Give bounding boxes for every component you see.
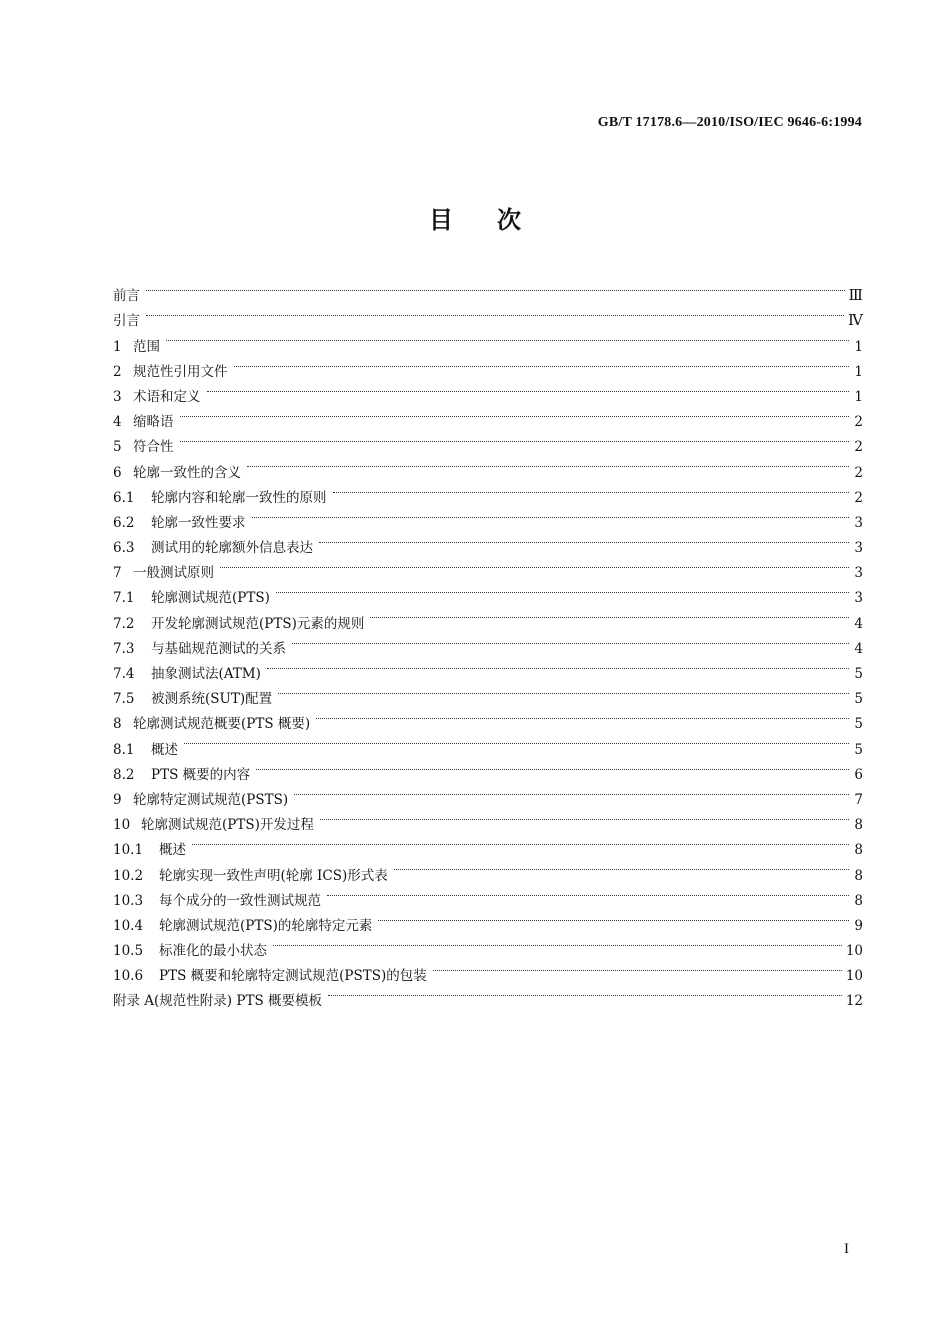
toc-leader-dots: [220, 552, 849, 577]
toc-entry-number: 6.2: [113, 514, 135, 531]
toc-entry[interactable]: [113, 426, 863, 456]
page-number: I: [844, 1241, 849, 1257]
toc-entry-page: 8: [854, 842, 863, 859]
toc-entry-label: 引言: [113, 313, 140, 330]
toc-entry-label: 轮廓测试规范(PTS)的轮廓特定元素: [159, 917, 373, 934]
toc-entry-number: 6.1: [113, 489, 135, 506]
toc-entry-label: 缩略语: [133, 414, 174, 431]
toc-entry-page: 3: [854, 540, 863, 557]
toc-entry-page: 5: [854, 716, 863, 733]
toc-entry-page: 8: [854, 817, 863, 834]
toc-entry-label: 术语和定义: [133, 388, 201, 405]
toc-entry-label: 一般测试原则: [133, 565, 214, 582]
toc-entry[interactable]: [113, 325, 863, 355]
toc-entry-page: Ⅲ: [848, 288, 863, 305]
toc-entry-number: 6.3: [113, 540, 135, 557]
toc-entry-label: 附录 A(规范性附录) PTS 概要模板: [113, 993, 322, 1010]
toc-entry-page: 5: [854, 666, 863, 682]
toc-entry-page: 3: [854, 590, 863, 607]
toc-entry-number: 1: [113, 338, 122, 355]
toc-entry-label: 前言: [113, 288, 140, 305]
table-of-contents: [113, 275, 863, 1010]
toc-entry-number: 10.5: [113, 943, 144, 960]
toc-entry-page: 4: [854, 615, 863, 632]
toc-leader-dots: [146, 275, 845, 300]
toc-entry-label: 符合性: [133, 439, 174, 456]
toc-leader-dots: [252, 502, 850, 527]
toc-entry-page: 1: [854, 363, 863, 380]
toc-entry[interactable]: [113, 854, 863, 884]
toc-leader-dots: [207, 376, 850, 401]
toc-entry-number: 7.2: [113, 615, 135, 632]
toc-entry-page: 1: [854, 338, 863, 355]
toc-entry-label: 范围: [133, 338, 160, 355]
toc-leader-dots: [192, 829, 849, 854]
toc-entry-number: 10.2: [113, 867, 144, 884]
toc-entry-label: 标准化的最小状态: [159, 943, 267, 960]
toc-leader-dots: [247, 451, 849, 476]
toc-leader-dots: [276, 577, 849, 602]
toc-entry-page: 10: [845, 968, 863, 985]
toc-leader-dots: [319, 527, 849, 552]
toc-leader-dots: [294, 779, 849, 804]
toc-entry-label: 轮廓一致性的含义: [133, 464, 241, 481]
toc-entry-label: 概述: [159, 842, 186, 859]
toc-entry-number: 5: [113, 439, 122, 456]
toc-leader-dots: [316, 703, 849, 728]
toc-leader-dots: [234, 351, 850, 376]
toc-entry[interactable]: [113, 451, 863, 481]
toc-entry-label: 轮廓测试规范(PTS)开发过程: [141, 817, 314, 834]
toc-leader-dots: [394, 854, 849, 879]
toc-entry[interactable]: [113, 552, 863, 582]
toc-entry-page: 12: [845, 993, 863, 1010]
toc-entry-page: 10: [845, 943, 863, 960]
toc-leader-dots: [256, 754, 849, 779]
toc-entry-label: 每个成分的一致性测试规范: [159, 892, 321, 909]
toc-entry-label: PTS 概要和轮廓特定测试规范(PSTS)的包装: [159, 968, 427, 985]
toc-entry-page: 6: [854, 766, 863, 783]
toc-entry[interactable]: [113, 728, 863, 758]
toc-entry-label: 轮廓测试规范(PTS): [151, 590, 270, 607]
toc-leader-dots: [267, 653, 849, 678]
toc-entry[interactable]: [113, 754, 863, 783]
toc-entry[interactable]: [113, 300, 863, 330]
toc-entry-number: 7.5: [113, 691, 135, 708]
toc-entry[interactable]: [113, 401, 863, 431]
toc-leader-dots: [333, 477, 850, 502]
toc-entry-number: 10.1: [113, 842, 144, 859]
toc-leader-dots: [433, 955, 842, 980]
toc-leader-dots: [378, 905, 849, 930]
toc-entry[interactable]: [113, 376, 863, 405]
toc-entry[interactable]: [113, 275, 863, 305]
toc-entry-number: 10: [113, 817, 131, 834]
toc-entry-page: 7: [854, 791, 863, 808]
toc-title: 目次: [429, 206, 565, 234]
toc-entry-page: 1: [854, 388, 863, 405]
toc-leader-dots: [180, 401, 850, 426]
toc-entry-label: 与基础规范测试的关系: [151, 640, 286, 657]
toc-entry-page: 5: [854, 691, 863, 708]
toc-entry-label: 轮廓一致性要求: [151, 514, 246, 531]
toc-entry-label: 被测系统(SUT)配置: [151, 691, 273, 708]
toc-leader-dots: [278, 678, 849, 703]
toc-entry-label: 测试用的轮廓额外信息表达: [151, 540, 313, 557]
standard-id-header: GB/T 17178.6—2010/ISO/IEC 9646-6:1994: [597, 115, 862, 130]
toc-entry-page: 2: [854, 414, 863, 431]
toc-entry-number: 6: [113, 464, 122, 481]
toc-entry-number: 10.6: [113, 968, 144, 985]
toc-entry-label: 轮廓测试规范概要(PTS 概要): [133, 716, 311, 733]
toc-entry-number: 8.2: [113, 766, 135, 783]
toc-entry-label: 轮廓实现一致性声明(轮廓 ICS)形式表: [159, 867, 388, 884]
toc-entry-number: 7: [113, 565, 122, 582]
toc-leader-dots: [184, 728, 849, 753]
toc-leader-dots: [327, 880, 849, 905]
toc-entry-label: 概述: [151, 741, 178, 758]
toc-entry-label: 轮廓特定测试规范(PSTS): [133, 791, 289, 808]
toc-entry-page: 4: [854, 640, 863, 657]
toc-entry-label: 开发轮廓测试规范(PTS)元素的规则: [151, 615, 365, 632]
toc-entry-number: 3: [113, 388, 122, 405]
toc-entry-page: 8: [854, 867, 863, 884]
toc-entry-number: 9: [113, 791, 122, 808]
toc-entry-number: 10.3: [113, 892, 144, 909]
toc-entry-page: 2: [854, 464, 863, 481]
toc-entry-page: 8: [854, 892, 863, 909]
toc-leader-dots: [328, 980, 842, 1005]
toc-leader-dots: [180, 426, 850, 451]
toc-entry-label: 规范性引用文件: [133, 363, 228, 380]
toc-leader-dots: [292, 628, 849, 653]
toc-entry-number: 10.4: [113, 917, 144, 934]
toc-entry[interactable]: [113, 351, 863, 380]
toc-entry-label: PTS 概要的内容: [151, 766, 251, 783]
toc-entry-page: 5: [854, 741, 863, 758]
toc-entry-page: Ⅳ: [848, 313, 863, 330]
toc-entry-page: 3: [854, 514, 863, 531]
toc-leader-dots: [320, 804, 849, 829]
toc-entry-number: 2: [113, 363, 122, 380]
toc-entry-number: 8.1: [113, 741, 135, 758]
toc-entry[interactable]: [113, 829, 863, 859]
toc-entry-number: 8: [113, 716, 122, 733]
toc-entry[interactable]: [113, 577, 863, 607]
toc-entry-page: 2: [854, 489, 863, 506]
toc-leader-dots: [273, 930, 842, 955]
toc-entry-number: 4: [113, 414, 122, 431]
toc-leader-dots: [370, 602, 849, 627]
toc-entry-label: 轮廓内容和轮廓一致性的原则: [151, 489, 327, 506]
toc-entry-page: 9: [854, 917, 863, 934]
toc-entry-label: 抽象测试法(ATM): [151, 666, 261, 682]
toc-leader-dots: [146, 300, 844, 325]
toc-entry-page: 2: [854, 439, 863, 456]
toc-entry-number: 7.4: [113, 666, 135, 682]
toc-entry-page: 3: [854, 565, 863, 582]
toc-entry-number: 7.1: [113, 590, 135, 607]
toc-entry-number: 7.3: [113, 640, 135, 657]
toc-leader-dots: [166, 325, 849, 350]
